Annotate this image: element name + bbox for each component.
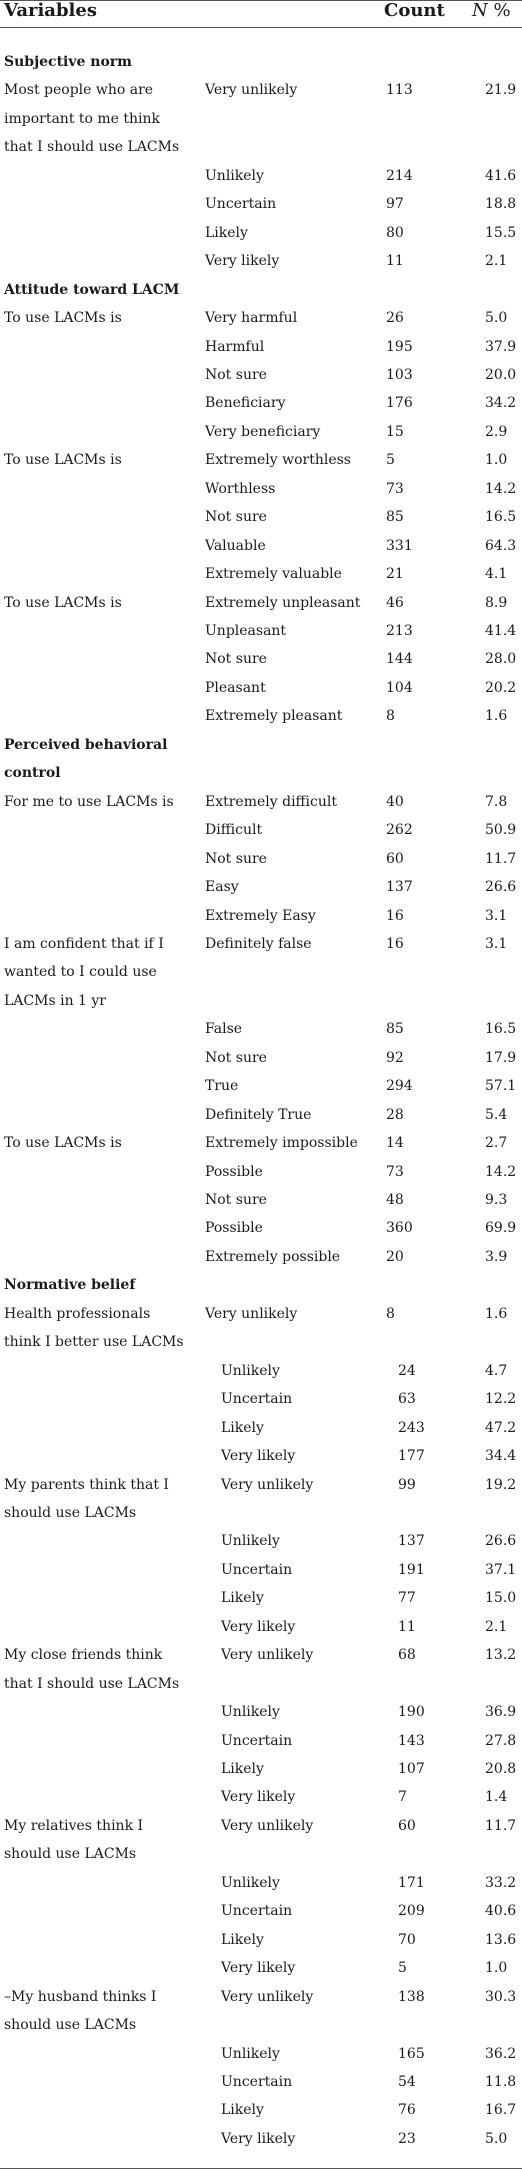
- response-category: Very likely: [221, 1618, 296, 1635]
- count-value: 104: [386, 679, 413, 696]
- response-category: Very likely: [221, 2130, 296, 2147]
- percent-value: 7.8: [485, 793, 508, 810]
- row-label: My relatives think I: [4, 1817, 144, 1834]
- response-category: Likely: [205, 224, 248, 241]
- response-category: Very unlikely: [205, 1305, 298, 1322]
- response-category: Unlikely: [221, 1533, 280, 1550]
- count-value: 16: [386, 907, 404, 924]
- response-category: Very beneficiary: [205, 423, 321, 440]
- response-category: Uncertain: [221, 1561, 293, 1578]
- percent-value: 15.0: [485, 1590, 517, 1607]
- count-value: 60: [386, 850, 404, 867]
- percent-value: 16.5: [485, 1021, 517, 1038]
- percent-value: 11.8: [485, 2073, 517, 2090]
- percent-value: 1.0: [485, 452, 508, 469]
- response-category: Difficult: [205, 822, 263, 839]
- row-label: To use LACMs is: [4, 594, 122, 611]
- count-value: 165: [398, 2045, 425, 2062]
- percent-value: 19.2: [485, 1476, 517, 1493]
- percent-value: 64.3: [485, 537, 517, 554]
- response-category: False: [205, 1021, 243, 1038]
- count-value: 70: [398, 1931, 416, 1948]
- response-category: Possible: [205, 1220, 263, 1237]
- count-value: 97: [386, 196, 404, 213]
- response-category: Unlikely: [205, 167, 264, 184]
- count-value: 54: [398, 2073, 416, 2090]
- header-n-percent: [472, 0, 511, 22]
- percent-value: 16.7: [485, 2102, 517, 2119]
- response-category: Very unlikely: [221, 1647, 314, 1664]
- row-label: think I better use LACMs: [4, 1334, 184, 1351]
- percent-value: 41.6: [485, 167, 517, 184]
- row-label: To use LACMs is: [4, 310, 122, 327]
- response-category: Very likely: [221, 1448, 296, 1465]
- percent-value: 20.0: [485, 366, 517, 383]
- section-heading: Perceived behavioral: [4, 736, 168, 753]
- count-value: 360: [386, 1220, 413, 1237]
- percent-value: 15.5: [485, 224, 517, 241]
- response-category: Not sure: [205, 850, 267, 867]
- response-category: Likely: [221, 2102, 264, 2119]
- row-label: important to me think: [4, 110, 161, 127]
- percent-value: 8.9: [485, 594, 508, 611]
- percent-value: 28.0: [485, 651, 517, 668]
- count-value: 195: [386, 338, 413, 355]
- percent-value: 2.1: [485, 1618, 508, 1635]
- count-value: 73: [386, 480, 404, 497]
- response-category: Not sure: [205, 509, 267, 526]
- count-value: 15: [386, 423, 404, 440]
- count-value: 80: [386, 224, 404, 241]
- header-count: Count: [384, 0, 445, 21]
- percent-value: 2.1: [485, 253, 508, 270]
- count-value: 143: [398, 1732, 425, 1749]
- percent-value: 2.7: [485, 1135, 508, 1152]
- response-category: Easy: [205, 879, 239, 896]
- count-value: 92: [386, 1049, 404, 1066]
- row-label: LACMs in 1 yr: [4, 992, 106, 1009]
- response-category: Likely: [221, 1761, 264, 1777]
- response-category: Very harmful: [205, 310, 298, 327]
- count-value: 23: [398, 2130, 416, 2147]
- row-label: should use LACMs: [4, 1846, 137, 1863]
- count-value: 26: [386, 310, 404, 327]
- count-value: 46: [386, 594, 404, 611]
- header-variables: Variables: [4, 0, 97, 21]
- percent-value: 12.2: [485, 1391, 517, 1408]
- row-label: I am confident that if I: [4, 935, 164, 952]
- count-value: 113: [386, 82, 413, 99]
- count-value: 60: [398, 1817, 416, 1834]
- percent-value: 20.2: [485, 679, 517, 696]
- response-category: Definitely True: [205, 1106, 312, 1123]
- response-category: Very unlikely: [205, 82, 298, 99]
- count-value: 48: [386, 1192, 404, 1208]
- response-category: Extremely Easy: [205, 907, 316, 924]
- response-category: Unlikely: [221, 1362, 280, 1379]
- count-value: 138: [398, 1988, 425, 2005]
- response-category: Very unlikely: [221, 1988, 314, 2005]
- percent-value: 57.1: [485, 1078, 517, 1095]
- count-value: 137: [398, 1533, 425, 1550]
- percent-value: 20.8: [485, 1761, 517, 1777]
- count-value: 209: [398, 1903, 425, 1920]
- header-n: N: [472, 0, 488, 21]
- count-value: 85: [386, 509, 404, 526]
- response-category: Possible: [205, 1163, 263, 1180]
- response-category: Very likely: [205, 253, 280, 270]
- row-label: My parents think that I: [4, 1476, 169, 1493]
- count-value: 7: [398, 1789, 407, 1806]
- count-value: 243: [398, 1419, 425, 1436]
- count-value: 177: [398, 1448, 425, 1465]
- response-category: Uncertain: [221, 2073, 293, 2090]
- response-category: Extremely worthless: [205, 452, 351, 469]
- response-category: Likely: [221, 1931, 264, 1948]
- row-label: should use LACMs: [4, 2017, 137, 2034]
- percent-value: 18.8: [485, 196, 517, 213]
- response-category: Likely: [221, 1590, 264, 1607]
- count-value: 21: [386, 566, 404, 583]
- count-value: 214: [386, 167, 413, 184]
- percent-value: 1.0: [485, 1960, 508, 1977]
- response-category: Extremely possible: [205, 1248, 341, 1265]
- section-heading: Normative belief: [4, 1277, 136, 1294]
- percent-value: 47.2: [485, 1419, 517, 1436]
- response-category: Definitely false: [205, 935, 312, 952]
- count-value: 171: [398, 1874, 425, 1891]
- response-category: Uncertain: [221, 1903, 293, 1920]
- count-value: 176: [386, 395, 413, 412]
- percent-value: 9.3: [485, 1192, 508, 1208]
- count-value: 103: [386, 366, 413, 383]
- row-label: For me to use LACMs is: [4, 793, 174, 810]
- response-category: Uncertain: [205, 196, 277, 213]
- count-value: 262: [386, 822, 413, 839]
- percent-value: 26.6: [485, 879, 517, 896]
- percent-value: 41.4: [485, 623, 517, 639]
- percent-value: 1.6: [485, 708, 508, 725]
- section-heading: Attitude toward LACM: [4, 281, 180, 298]
- count-value: 28: [386, 1106, 404, 1123]
- row-label: should use LACMs: [4, 1504, 137, 1521]
- percent-value: 17.9: [485, 1049, 517, 1066]
- percent-value: 33.2: [485, 1874, 517, 1891]
- header-pct: %: [493, 0, 511, 21]
- count-value: 77: [398, 1590, 416, 1607]
- row-label: To use LACMs is: [4, 452, 122, 469]
- count-value: 191: [398, 1561, 425, 1578]
- percent-value: 4.1: [485, 566, 508, 583]
- count-value: 294: [386, 1078, 413, 1095]
- row-label: Most people who are: [4, 82, 154, 99]
- count-value: 190: [398, 1704, 425, 1721]
- response-category: Not sure: [205, 366, 267, 383]
- row-label: My close friends think: [4, 1647, 163, 1664]
- response-category: Pleasant: [205, 679, 266, 696]
- response-category: Valuable: [205, 537, 266, 554]
- percent-value: 34.4: [485, 1448, 517, 1465]
- percent-value: 3.1: [485, 907, 508, 924]
- response-category: Unlikely: [221, 1704, 280, 1721]
- percent-value: 3.1: [485, 935, 508, 952]
- response-category: Extremely valuable: [205, 566, 342, 583]
- percent-value: 14.2: [485, 480, 517, 497]
- response-category: Not sure: [205, 1192, 267, 1208]
- response-category: Very likely: [221, 1789, 296, 1806]
- percent-value: 30.3: [485, 1988, 517, 2005]
- row-label: that I should use LACMs: [4, 139, 180, 156]
- section-heading: Subjective norm: [4, 54, 132, 70]
- count-value: 213: [386, 623, 413, 639]
- count-value: 5: [386, 452, 395, 469]
- count-value: 107: [398, 1761, 425, 1777]
- percent-value: 4.7: [485, 1362, 508, 1379]
- response-category: Extremely unpleasant: [205, 594, 361, 611]
- count-value: 11: [398, 1618, 416, 1635]
- count-value: 16: [386, 935, 404, 952]
- row-label: that I should use LACMs: [4, 1675, 180, 1692]
- response-category: Unlikely: [221, 1874, 280, 1891]
- percent-value: 36.9: [485, 1704, 517, 1721]
- response-category: Not sure: [205, 651, 267, 668]
- header-rule: [0, 27, 522, 28]
- count-value: 99: [398, 1476, 416, 1493]
- count-value: 73: [386, 1163, 404, 1180]
- percent-value: 11.7: [485, 850, 517, 867]
- row-label: –My husband thinks I: [4, 1988, 157, 2005]
- count-value: 5: [398, 1960, 407, 1977]
- percent-value: 50.9: [485, 822, 517, 839]
- count-value: 144: [386, 651, 413, 668]
- count-value: 40: [386, 793, 404, 810]
- count-value: 20: [386, 1248, 404, 1265]
- percent-value: 69.9: [485, 1220, 517, 1237]
- percent-value: 3.9: [485, 1248, 508, 1265]
- response-category: Uncertain: [221, 1391, 293, 1408]
- percent-value: 5.0: [485, 2130, 508, 2147]
- percent-value: 16.5: [485, 509, 517, 526]
- percent-value: 40.6: [485, 1903, 517, 1920]
- response-category: Uncertain: [221, 1732, 293, 1749]
- response-category: Very likely: [221, 1960, 296, 1977]
- count-value: 8: [386, 708, 395, 725]
- response-category: Unpleasant: [205, 623, 287, 639]
- percent-value: 11.7: [485, 1817, 517, 1834]
- response-category: Not sure: [205, 1049, 267, 1066]
- count-value: 24: [398, 1362, 416, 1379]
- row-label: wanted to I could use: [4, 964, 157, 981]
- percent-value: 14.2: [485, 1163, 517, 1180]
- row-label: To use LACMs is: [4, 1135, 122, 1152]
- response-category: Extremely pleasant: [205, 708, 343, 725]
- response-category: Beneficiary: [205, 395, 286, 412]
- row-label: Health professionals: [4, 1305, 151, 1322]
- percent-value: 34.2: [485, 395, 517, 412]
- response-category: Unlikely: [221, 2045, 280, 2062]
- response-category: Worthless: [205, 480, 276, 497]
- count-value: 14: [386, 1135, 404, 1152]
- percent-value: 2.9: [485, 423, 508, 440]
- percent-value: 5.4: [485, 1106, 508, 1123]
- section-heading: control: [4, 765, 61, 782]
- percent-value: 37.9: [485, 338, 517, 355]
- response-category: Very unlikely: [221, 1476, 314, 1493]
- percent-value: 1.6: [485, 1305, 508, 1322]
- count-value: 68: [398, 1647, 416, 1664]
- count-value: 63: [398, 1391, 416, 1408]
- count-value: 137: [386, 879, 413, 896]
- response-category: Likely: [221, 1419, 264, 1436]
- percent-value: 21.9: [485, 82, 517, 99]
- response-category: Very unlikely: [221, 1817, 314, 1834]
- count-value: 11: [386, 253, 404, 270]
- percent-value: 27.8: [485, 1732, 517, 1749]
- count-value: 8: [386, 1305, 395, 1322]
- percent-value: 36.2: [485, 2045, 517, 2062]
- count-value: 331: [386, 537, 413, 554]
- count-value: 76: [398, 2102, 416, 2119]
- percent-value: 1.4: [485, 1789, 508, 1806]
- percent-value: 13.2: [485, 1647, 517, 1664]
- percent-value: 26.6: [485, 1533, 517, 1550]
- response-category: Harmful: [205, 338, 265, 355]
- count-value: 85: [386, 1021, 404, 1038]
- percent-value: 5.0: [485, 310, 508, 327]
- percent-value: 37.1: [485, 1561, 517, 1578]
- response-category: Extremely difficult: [205, 793, 337, 810]
- response-category: True: [205, 1078, 239, 1095]
- percent-value: 13.6: [485, 1931, 517, 1948]
- response-category: Extremely impossible: [205, 1135, 358, 1152]
